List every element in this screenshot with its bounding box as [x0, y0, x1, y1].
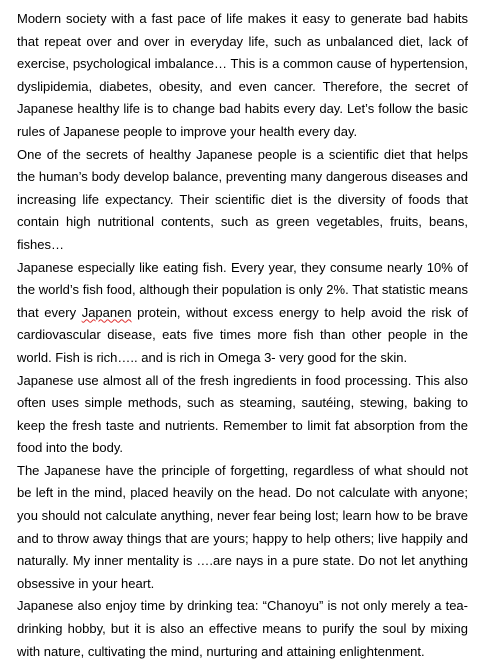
paragraph-text: Modern society with a fast pace of life makes it easy to generate bad habits that repeat over and over in everyday life, such as unbalanced diet, lack of exercise, psychological imbalance… This is a common cause of hypertension, dyslipidemia, diabetes, obesity, and even cancer. Therefore, the secret of Japanese healthy life is to change bad habits every day. Let’s follow the basic rules of Japanese people to improve your health every day. — [17, 11, 468, 139]
misspelled-word[interactable]: Japanen — [81, 304, 132, 320]
paragraph-text: The Japanese have the principle of forgetting, regardless of what should not be left in the mind, placed heavily on the head. Do not calculate with anyone; you should not calculate anything, never fear being lost; learn how to be brave and to throw away things that are yours; happy to help others; live happily and naturally. My inner mentality is ….are nays in a pure state. Do not let anything obsessive in your heart. — [17, 462, 468, 591]
paragraph-intro — [17, 8, 468, 144]
paragraph-fish — [17, 257, 468, 370]
document-body — [17, 8, 468, 663]
paragraph-text: One of the secrets of healthy Japanese people is a scientific diet that helps the human’s body develop balance, preventing many dangerous diseases and increasing life expectancy. Their scientific diet is the diversity of foods that contain high nutritional contents, such as green vegetables, fruits, beans, fishes… — [17, 146, 468, 252]
paragraph-fresh-ingredients — [17, 370, 468, 460]
paragraph-text: Japanese especially like eating fish. Every year, they consume nearly 10% of the world’s fish food, although their population is only 2%. That statistic means that every — [17, 259, 468, 320]
paragraph-forgetting — [17, 460, 468, 596]
paragraph-text: Japanese also enjoy time by drinking tea: “Chanoyu” is not only merely a tea-drinking hobby, but it is also an effective means to purify the soul by mixing with nature, cultivating the mind, nurturing and attaining enlightenment. — [17, 598, 468, 659]
paragraph-text: Japanese use almost all of the fresh ingredients in food processing. This also often uses simple methods, such as steaming, sautéing, stewing, baking to keep the fresh taste and nutrients. Remember to limit fat absorption from the food into the body. — [17, 372, 468, 456]
paragraph-tea — [17, 595, 468, 663]
paragraph-scientific-diet — [17, 144, 468, 257]
paragraph-text: protein, without excess energy to help avoid the risk of cardiovascular disease, eats five times more fish than other people in the world. Fish is rich….. and is rich in Omega 3- very good for the skin. — [17, 304, 468, 365]
